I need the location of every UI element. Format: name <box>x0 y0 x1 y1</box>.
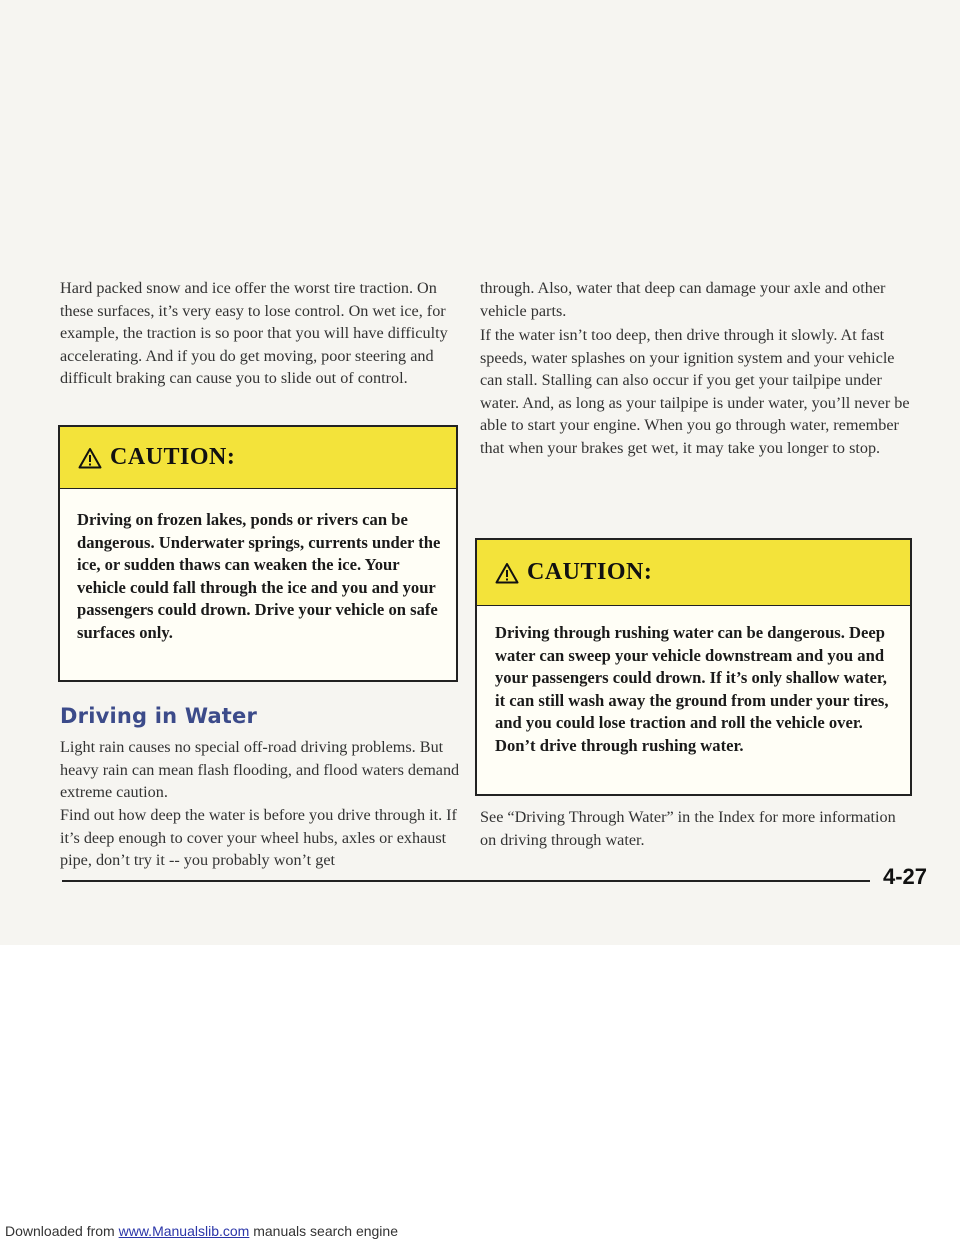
caution-body: Driving on frozen lakes, ponds or rivers can be dangerous. Underwater springs, currents under the ice, or sudden thaws can weaken the ice. Your vehicle could fall through the ice and you and your passengers could drown. Drive your vehicle on safe surfaces only. <box>77 510 441 642</box>
footer-rule <box>62 880 870 882</box>
caution-header <box>477 540 910 606</box>
water-paragraph-1: Light rain causes no special off-road driving problems. But heavy rain can mean flash flooding, and flood waters demand extreme caution. <box>60 738 460 801</box>
water-paragraph-2: Find out how deep the water is before you drive through it. If it’s deep enough to cover your wheel hubs, axles or exhaust pipe, don’t try it -- you probably won’t get <box>60 806 457 869</box>
footer-suffix: manuals search engine <box>249 1223 398 1239</box>
footer-prefix: Downloaded from <box>5 1223 119 1239</box>
caution-body: Driving through rushing water can be dangerous. Deep water can sweep your vehicle downstream and you and your passengers could drown. If it’s only shallow water, it can still wash away the ground from under your tires, and you could lose traction and roll the vehicle over. Don’t drive through rushing water. <box>495 623 889 755</box>
caution-title: CAUTION: <box>110 444 236 470</box>
caution-box-frozen-lakes <box>58 425 458 682</box>
slow-driving-paragraph: If the water isn’t too deep, then drive through it slowly. At fast speeds, water splashes on your ignition system and your vehicle can stall. Stalling can also occur if you get your tailpipe under water. And, as long as your tailpipe is under water, you’ll never be able to start your engine. When you go through water, remember that when your brakes get wet, it may take you longer to stop. <box>480 326 910 457</box>
warning-triangle-icon <box>495 562 519 584</box>
page-number: 4-27 <box>883 864 928 889</box>
caution-header <box>60 427 456 489</box>
intro-paragraph: Hard packed snow and ice offer the worst tire traction. On these surfaces, it’s very easy to lose control. On wet ice, for example, the traction is so poor that you will have difficulty accelerating. And if you do get moving, poor steering and difficult braking can cause you to slide out of control. <box>60 279 448 387</box>
download-footer <box>5 1223 398 1239</box>
warning-triangle-icon <box>78 447 102 469</box>
section-heading: Driving in Water <box>60 704 258 728</box>
continued-paragraph: through. Also, water that deep can damage your axle and other vehicle parts. <box>480 279 886 320</box>
caution-title: CAUTION: <box>527 559 653 585</box>
manualslib-link[interactable]: www.Manualslib.com <box>118 1223 250 1239</box>
see-index-paragraph: See “Driving Through Water” in the Index for more information on driving through water. <box>480 808 896 849</box>
caution-box-rushing-water <box>475 538 912 796</box>
